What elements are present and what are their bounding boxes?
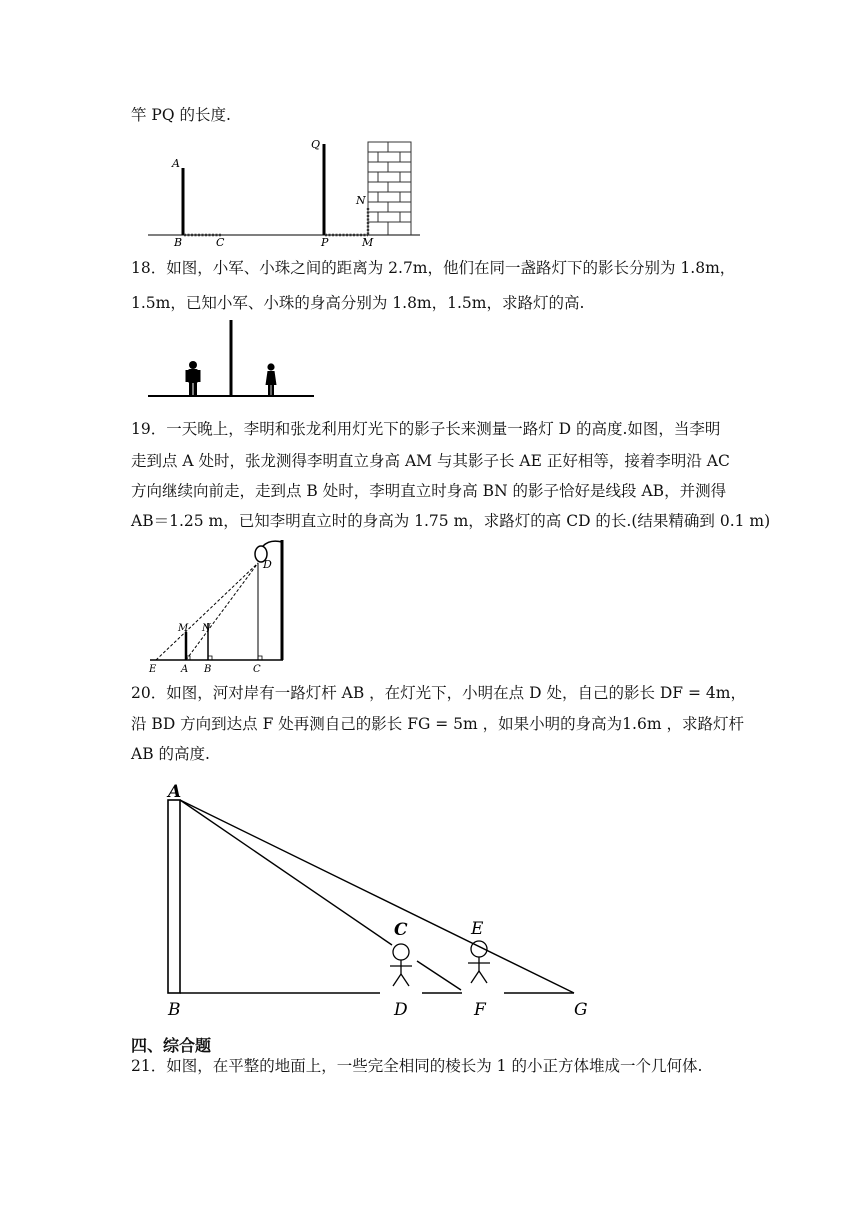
q18-line-1: 18．如图，小军、小珠之间的距离为 2.7m，他们在同一盏路灯下的影长分别为 1.8m， bbox=[131, 259, 736, 277]
q20-line-1: 20．如图，河对岸有一路灯杆 AB ，在灯光下，小明在点 D 处，自己的影长 DF = 4m， bbox=[131, 684, 746, 702]
boy-silhouette bbox=[186, 361, 201, 396]
fig19-label-e: E bbox=[149, 664, 157, 675]
person-e bbox=[468, 941, 490, 983]
section-heading: 四、综合题 bbox=[131, 1036, 212, 1055]
q19-line-4: AB＝1.25 m，已知李明直立时的身高为 1.75 m，求路灯的高 CD 的长.(结果精确到 0.1 m) bbox=[131, 512, 771, 530]
fig17-label-c: C bbox=[216, 236, 225, 249]
girl-silhouette bbox=[266, 363, 277, 396]
fig19-label-n: N bbox=[202, 623, 211, 634]
q19-line-1: 19．一天晚上，李明和张龙利用灯光下的影子长来测量一路灯 D 的高度.如图，当李明 bbox=[131, 420, 721, 438]
fig19-label-b: B bbox=[204, 664, 212, 675]
fig19-label-c: C bbox=[253, 664, 261, 675]
fig17-label-p: P bbox=[321, 236, 329, 249]
fig20-label-g: G bbox=[574, 1000, 588, 1020]
fig20-label-d: D bbox=[394, 1000, 408, 1020]
q20-line-2: 沿 BD 方向到达点 F 处再测自己的影长 FG = 5m ，如果小明的身高为1.6m ，求路灯杆 bbox=[131, 715, 744, 733]
q19-line-3: 方向继续向前走，走到点 B 处时，李明直立时身高 BN 的影子恰好是线段 AB，并测得 bbox=[131, 482, 727, 500]
fig19-label-m: M bbox=[178, 623, 189, 634]
figure-q20 bbox=[160, 780, 600, 1022]
q19-line-2: 走到点 A 处时，张龙测得李明直立身高 AM 与其影子长 AE 正好相等，接着李明沿 AC bbox=[131, 452, 730, 470]
fig17-label-a: A bbox=[172, 157, 180, 170]
fig19-label-d: D bbox=[263, 558, 272, 571]
fig17-label-b: B bbox=[174, 236, 183, 249]
fig19-label-a: A bbox=[181, 664, 189, 675]
fig20-label-f: F bbox=[474, 1000, 486, 1020]
fig17-label-m: M bbox=[362, 236, 374, 249]
q20-line-3: AB 的高度. bbox=[131, 745, 210, 763]
person-c bbox=[390, 944, 412, 986]
fig20-label-e: E bbox=[471, 919, 484, 939]
q18-line-2: 1.5m，已知小军、小珠的身高分别为 1.8m，1.5m，求路灯的高. bbox=[131, 294, 585, 312]
figure-q17 bbox=[148, 136, 428, 248]
q21-line-1: 21．如图，在平整的地面上，一些完全相同的棱长为 1 的小正方体堆成一个几何体. bbox=[131, 1057, 703, 1075]
fig20-label-c: C bbox=[394, 920, 408, 940]
fig20-label-a: A bbox=[168, 782, 182, 802]
fig17-label-q: Q bbox=[311, 138, 321, 151]
figure-q19 bbox=[146, 535, 286, 675]
fig17-label-n: N bbox=[356, 194, 366, 207]
fig20-label-b: B bbox=[168, 1000, 181, 1020]
q17-tail-text: 竿 PQ 的长度. bbox=[131, 106, 231, 124]
figure-q18 bbox=[148, 318, 318, 400]
